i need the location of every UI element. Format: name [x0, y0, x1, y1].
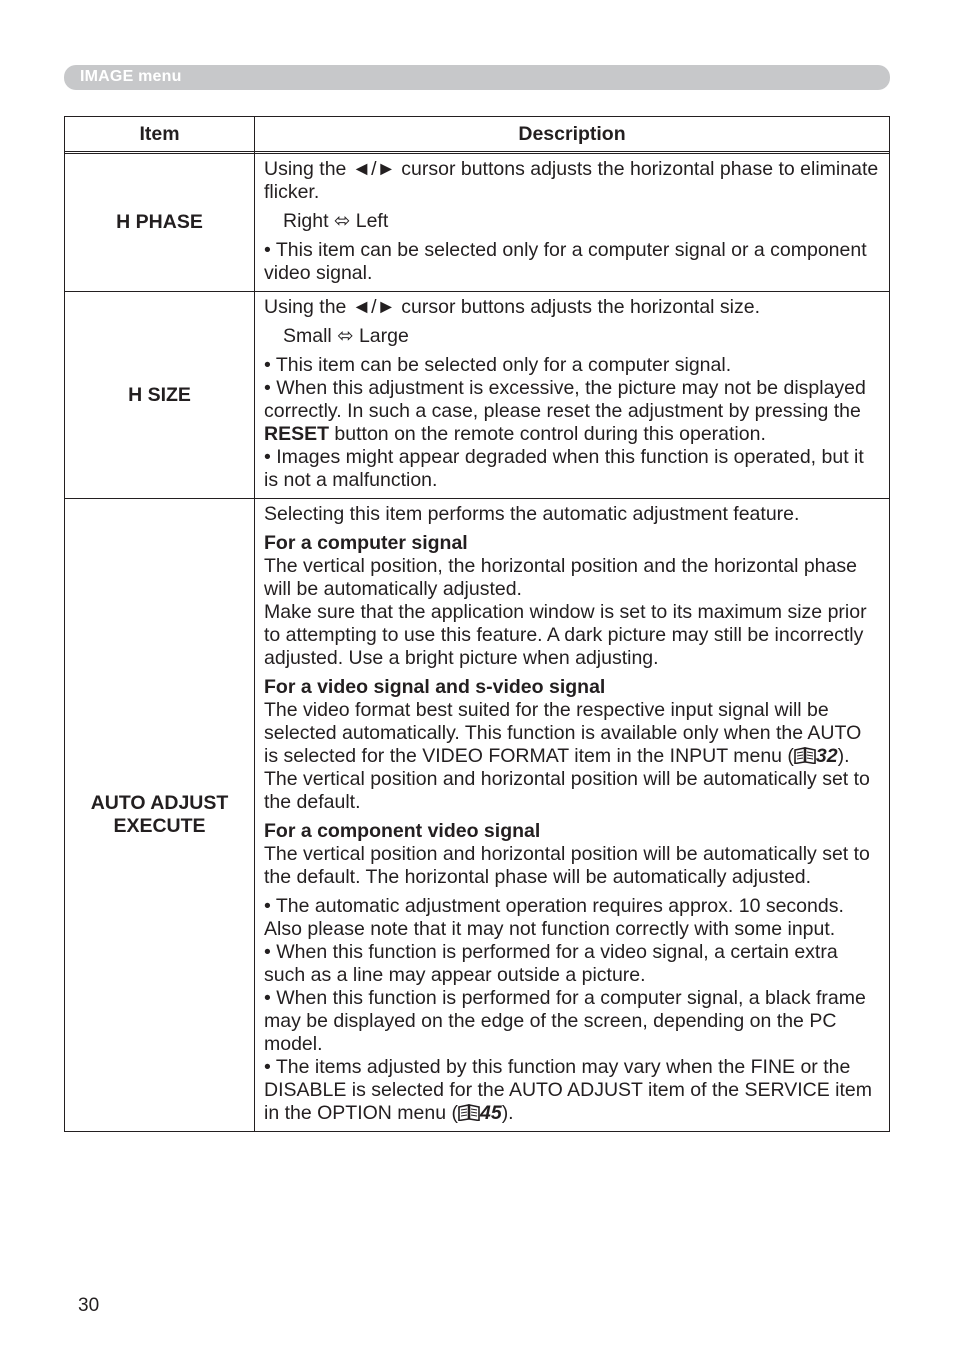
- page-ref-45[interactable]: 45: [479, 1102, 502, 1124]
- auto-note-4: • The items adjusted by this function may vary when the FINE or the DISABLE is selected for the AUTO ADJUST item of the SERVICE item in the OPTION menu ( 45).: [264, 1056, 872, 1124]
- section-header-bar: [64, 65, 890, 90]
- left-right-arrows-icon: ◄/►: [351, 158, 396, 180]
- double-arrow-icon: ⬄: [337, 325, 354, 347]
- h-size-note-1: • This item can be selected only for a computer signal.: [264, 354, 732, 376]
- computer-signal-text-2: Make sure that the application window is set to its maximum size prior to attempting to use this feature. A dark picture may still be incorrectly adjusted. Use a bright picture when adjusting.: [264, 601, 867, 669]
- item-name-h-phase: H PHASE: [65, 154, 255, 292]
- left-right-arrows-icon: ◄/►: [351, 296, 396, 318]
- description-auto-adjust-execute: [255, 499, 890, 1132]
- h-phase-range: Right ⬄ Left: [283, 210, 389, 232]
- h-size-note-3: • Images might appear degraded when this function is operated, but it is not a malfunction.: [264, 446, 864, 491]
- page-number: 30: [78, 1295, 100, 1316]
- h-size-range: Small ⬄ Large: [283, 325, 409, 347]
- component-signal-text: The vertical position and horizontal position will be automatically set to the default. The horizontal phase will be automatically adjusted.: [264, 843, 870, 888]
- video-signal-text: The video format best suited for the respective input signal will be selected automatically. This function is available only when the AUTO is selected for the VIDEO FORMAT item in the INPUT menu ( 32). The vertical position and horizontal position will be automatically set to the default.: [264, 699, 870, 813]
- computer-signal-heading: For a computer signal: [264, 532, 468, 554]
- auto-note-2: • When this function is performed for a video signal, a certain extra such as a line may appear outside a picture.: [264, 941, 838, 986]
- description-h-phase: [255, 154, 890, 292]
- h-size-intro: Using the ◄/► cursor buttons adjusts the horizontal size.: [264, 296, 761, 318]
- double-arrow-icon: ⬄: [333, 210, 351, 232]
- table-row-h-phase: [65, 154, 890, 292]
- description-h-size: [255, 292, 890, 499]
- table-row-auto-adjust-execute: [65, 499, 890, 1132]
- h-size-note-2: • When this adjustment is excessive, the picture may not be displayed correctly. In such a case, please reset the adjustment by pressing the RESET button on the remote control during this operation.: [264, 377, 866, 445]
- book-reference-icon: [794, 747, 816, 764]
- h-phase-intro: Using the ◄/► cursor buttons adjusts the horizontal phase to eliminate flicker.: [264, 158, 879, 203]
- video-signal-heading: For a video signal and s-video signal: [264, 676, 606, 698]
- page-ref-32[interactable]: 32: [815, 745, 838, 767]
- auto-note-1: • The automatic adjustment operation requires approx. 10 seconds. Also please note that it may not function correctly with some input.: [264, 895, 844, 940]
- section-title: IMAGE menu: [80, 68, 182, 85]
- column-header-item: Item: [65, 117, 255, 152]
- auto-note-3: • When this function is performed for a computer signal, a black frame may be displayed on the edge of the screen, depending on the PC model.: [264, 987, 866, 1055]
- reset-label: RESET: [264, 423, 330, 445]
- column-header-description: Description: [255, 117, 890, 152]
- item-name-h-size: H SIZE: [65, 292, 255, 499]
- menu-table: [64, 116, 890, 1132]
- computer-signal-text-1: The vertical position, the horizontal position and the horizontal phase will be automatically adjusted.: [264, 555, 857, 600]
- auto-intro: Selecting this item performs the automatic adjustment feature.: [264, 503, 800, 525]
- component-signal-heading: For a component video signal: [264, 820, 541, 842]
- h-phase-note: • This item can be selected only for a computer signal or a component video signal.: [264, 239, 867, 284]
- item-name-auto-adjust-execute: AUTO ADJUST EXECUTE: [65, 499, 255, 1132]
- table-row-h-size: [65, 292, 890, 499]
- book-reference-icon: [458, 1104, 480, 1121]
- table-header-row: [65, 117, 890, 152]
